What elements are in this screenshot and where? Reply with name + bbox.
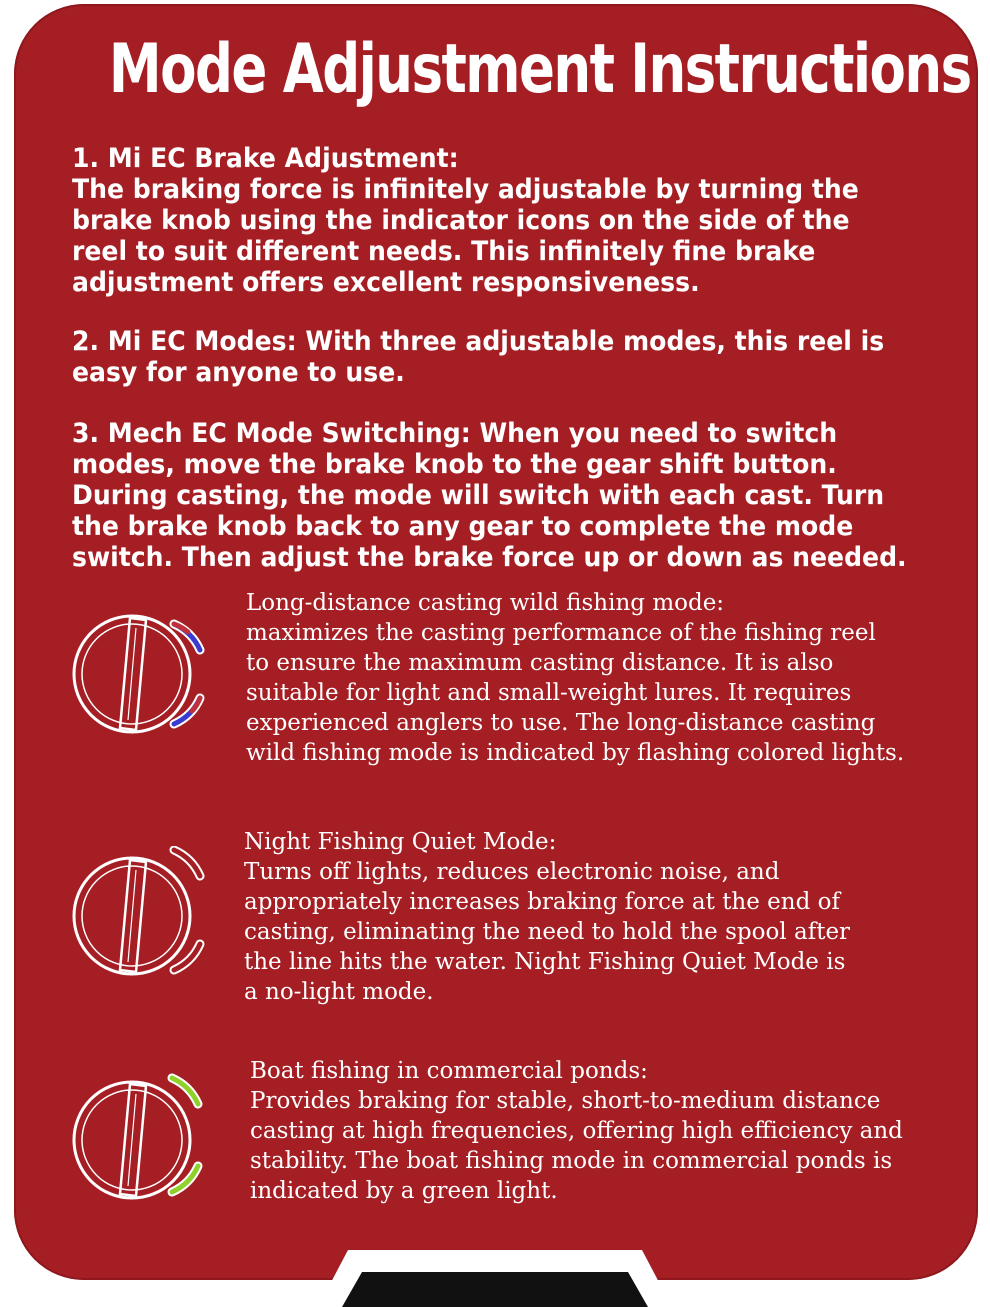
mode-line: appropriately increases braking force at the end of [244, 889, 840, 915]
section-body: 2. Mi EC Modes: With three adjustable modes, this reel is easy for anyone to use. [72, 326, 885, 388]
mode-title: Night Fishing Quiet Mode: [244, 829, 557, 855]
section-ec-modes [72, 326, 909, 388]
section-brake-adjustment [72, 143, 909, 298]
mode-boat-fishing [250, 1056, 903, 1206]
reel-dial-green-light-icon [62, 1070, 212, 1210]
mode-line: Provides braking for stable, short-to-medium distance [250, 1088, 881, 1114]
mode-night-fishing [244, 827, 850, 1007]
mode-line: suitable for light and small-weight lures. It requires [246, 680, 852, 706]
mode-long-distance [246, 588, 904, 768]
mode-title: Boat fishing in commercial ponds: [250, 1058, 648, 1084]
reel-dial-no-light-icon [62, 846, 212, 986]
section-mode-switching [72, 418, 909, 573]
bottom-tab [318, 1250, 672, 1307]
mode-line: experienced anglers to use. The long-distance casting [246, 710, 876, 736]
mode-line: indicated by a green light. [250, 1178, 558, 1204]
mode-line: casting, eliminating the need to hold the spool after [244, 919, 851, 945]
mode-line: the line hits the water. Night Fishing Quiet Mode is [244, 949, 846, 975]
section-body: The braking force is infinitely adjustable by turning the brake knob using the indicator icons on the side of the reel to suit different needs. This infinitely fine brake adjustment offers excellent responsiveness. [72, 174, 859, 298]
page-title: Mode Adjustment Instructions [108, 30, 971, 109]
section-body: 3. Mech EC Mode Switching: When you need to switch modes, move the brake knob to the gear shift button. During casting, the mode will switch with each cast. Turn the brake knob back to any gear to complete the mode switch. Then adjust the brake force up or down as needed. [72, 418, 907, 573]
mode-line: wild fishing mode is indicated by flashing colored lights. [246, 740, 905, 766]
section-heading: 1. Mi EC Brake Adjustment: [72, 143, 459, 174]
mode-line: Turns off lights, reduces electronic noise, and [244, 859, 780, 885]
mode-line: a no-light mode. [244, 979, 434, 1005]
reel-dial-colored-lights-icon [62, 604, 212, 744]
mode-line: stability. The boat fishing mode in commercial ponds is [250, 1148, 893, 1174]
mode-title: Long-distance casting wild fishing mode: [246, 590, 725, 616]
mode-line: maximizes the casting performance of the fishing reel [246, 620, 876, 646]
mode-line: to ensure the maximum casting distance. It is also [246, 650, 834, 676]
mode-line: casting at high frequencies, offering high efficiency and [250, 1118, 903, 1144]
